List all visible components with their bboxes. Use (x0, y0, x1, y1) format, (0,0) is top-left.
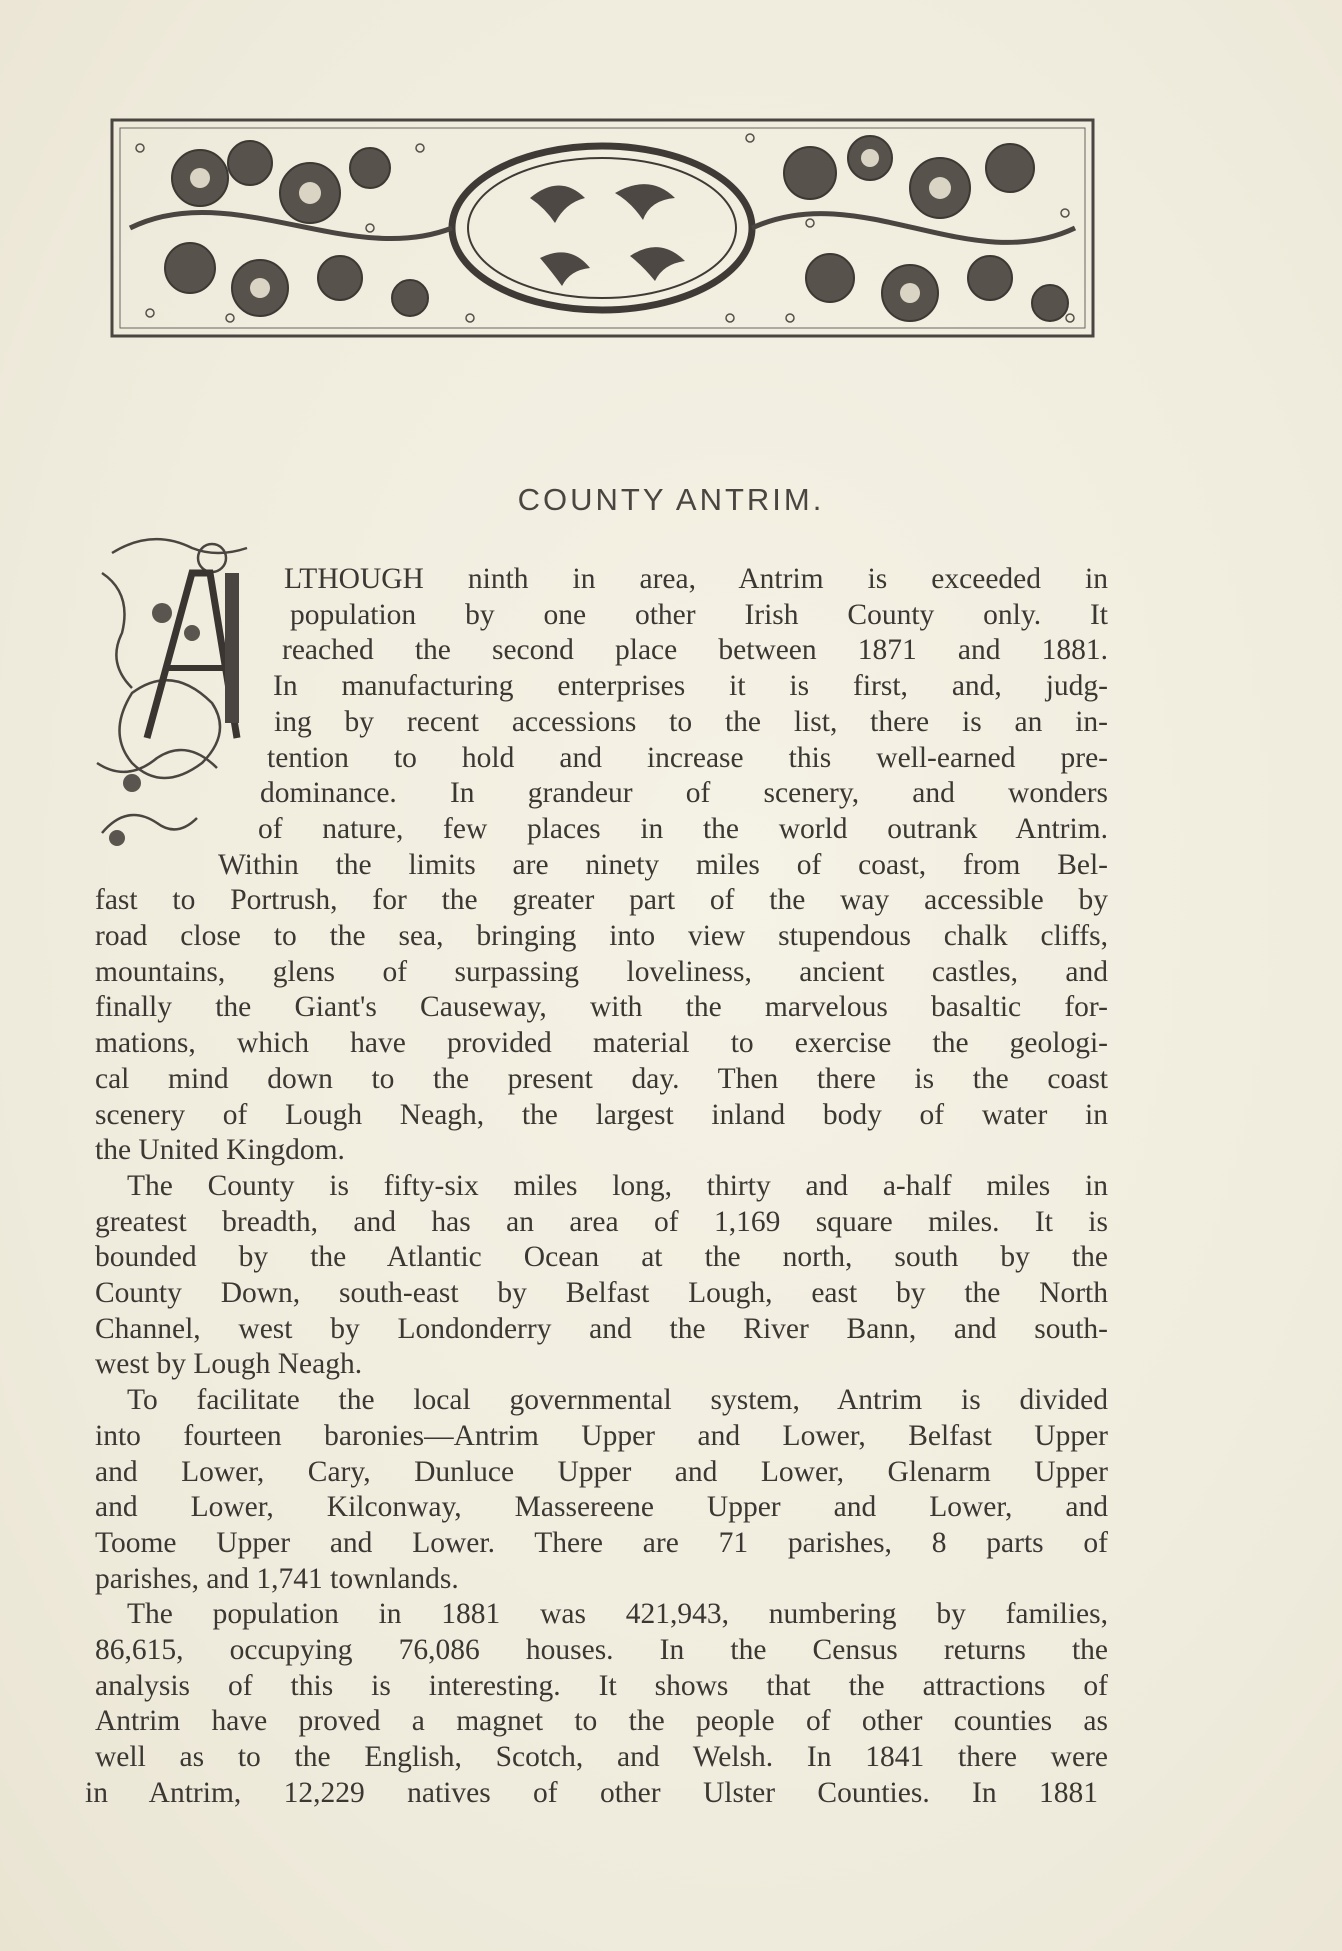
text-line: County Down, south-east by Belfast Lough, east by the North (95, 1277, 1108, 1309)
text-line: well as to the English, Scotch, and Welsh. In 1841 there were (95, 1741, 1108, 1774)
text-line: finally the Giant's Causeway, with the marvelous basaltic for- (95, 991, 1108, 1024)
text-line: Antrim have proved a magnet to the people of other counties as (95, 1705, 1108, 1738)
text-line: analysis of this is interesting. It shows that the attractions of (95, 1669, 1108, 1702)
text-line: In manufacturing enterprises it is first, and, judg- (273, 670, 1108, 703)
text-line: mountains, glens of surpassing loveliness, ancient castles, and (95, 955, 1108, 988)
text-line: in Antrim, 12,229 natives of other Ulster Counties. In 1881 (85, 1776, 1098, 1809)
text-line: The population in 1881 was 421,943, numbering by families, (127, 1598, 1108, 1631)
text-line: greatest breadth, and has an area of 1,169 square miles. It is (95, 1205, 1108, 1238)
text-line: Within the limits are ninety miles of coast, from Bel- (218, 848, 1108, 881)
text-line: road close to the sea, bringing into view stupendous chalk cliffs, (95, 920, 1108, 952)
text-line: ing by recent accessions to the list, there is an in- (274, 705, 1108, 738)
text-line: LTHOUGH ninth in area, Antrim is exceeded in (284, 563, 1108, 595)
text-line: west by Lough Neagh. (95, 1348, 363, 1381)
text-line: 86,615, occupying 76,086 houses. In the Census returns the (95, 1634, 1108, 1666)
text-line: into fourteen baronies—Antrim Upper and Lower, Belfast Upper (95, 1419, 1108, 1452)
text-line: scenery of Lough Neagh, the largest inland body of water in (95, 1098, 1108, 1131)
text-line: population by one other Irish County only. It (290, 598, 1108, 631)
text-line: the United Kingdom. (95, 1134, 345, 1167)
text-line: of nature, few places in the world outrank Antrim. (258, 812, 1108, 845)
text-line: reached the second place between 1871 and 1881. (282, 634, 1108, 667)
text-line: tention to hold and increase this well-earned pre- (267, 741, 1108, 774)
text-line: The County is fifty-six miles long, thirty and a-half miles in (127, 1169, 1108, 1202)
text-line: cal mind down to the present day. Then there is the coast (95, 1062, 1108, 1095)
text-line: parishes, and 1,741 townlands. (95, 1562, 459, 1595)
text-line: To facilitate the local governmental system, Antrim is divided (127, 1384, 1108, 1417)
text-line: and Lower, Cary, Dunluce Upper and Lower, Glenarm Upper (95, 1455, 1108, 1488)
text-line: Channel, west by Londonderry and the River Bann, and south- (95, 1312, 1108, 1345)
page-title: COUNTY ANTRIM. (517, 482, 825, 517)
text-line: Toome Upper and Lower. There are 71 parishes, 8 parts of (95, 1526, 1108, 1559)
text-line: bounded by the Atlantic Ocean at the north, south by the (95, 1241, 1108, 1274)
text-line: mations, which have provided material to exercise the geologi- (95, 1027, 1108, 1060)
text-line: dominance. In grandeur of scenery, and wonders (260, 777, 1108, 810)
text-line: and Lower, Kilconway, Massereene Upper and Lower, and (95, 1491, 1108, 1524)
text-line: fast to Portrush, for the greater part of the way accessible by (95, 884, 1108, 917)
